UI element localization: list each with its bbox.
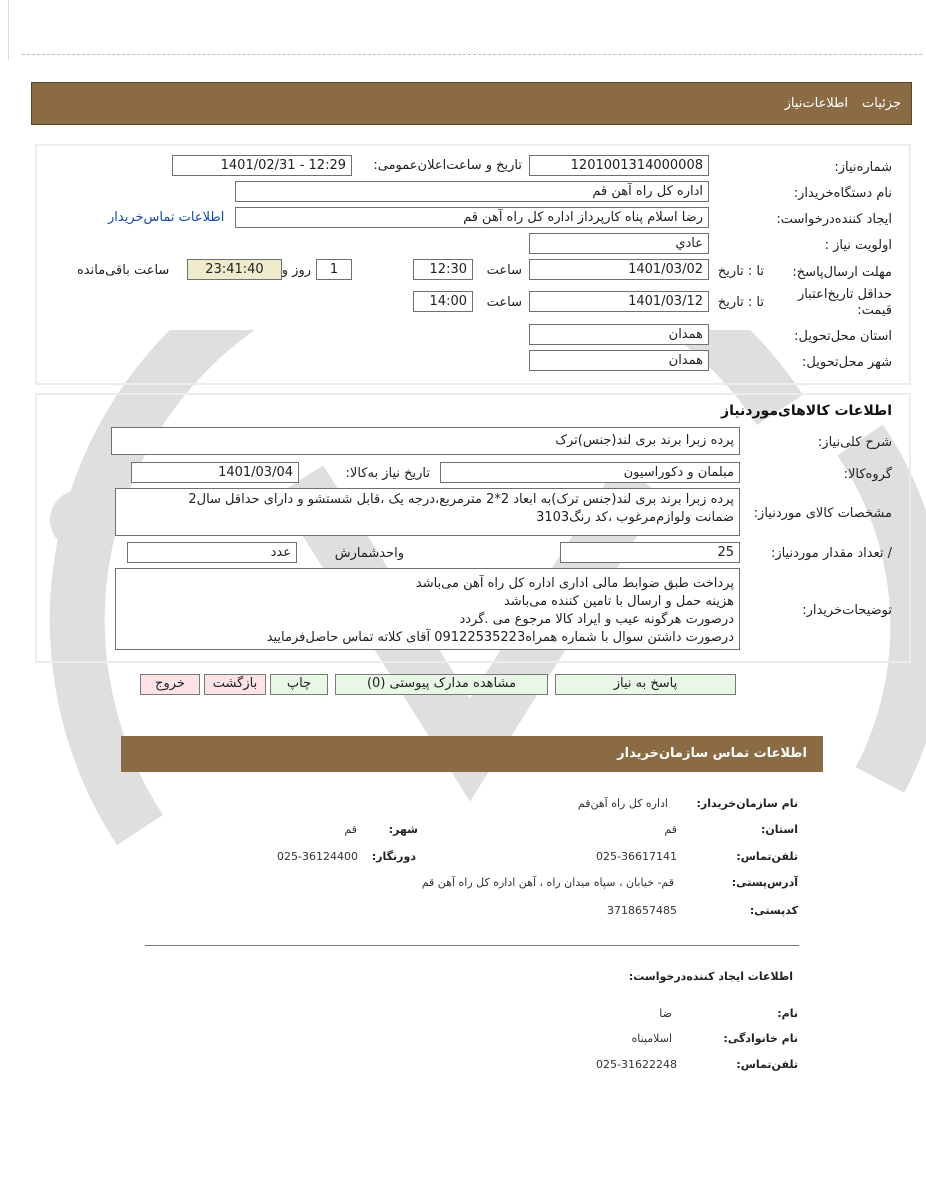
buyer-contact-link[interactable]: اطلاعات تماس‌خریدار <box>108 210 225 225</box>
creator-phone-label: تلفن‌تماس: <box>736 1058 798 1071</box>
remaining-label: ساعت باقی‌مانده <box>77 263 170 278</box>
spec-line-2: ضمانت ولوازم‌مرغوب ،کد رنگ3103 <box>536 510 734 525</box>
goods-section-title: اطلاعات کالاهای‌موردنیاز <box>721 403 892 419</box>
notes-line-1: پرداخت طبق ضوابط مالی اداری اداره کل راه آهن می‌باشد <box>415 576 734 591</box>
province-label: استان محل‌تحویل: <box>794 329 892 344</box>
attachments-button[interactable]: مشاهده مدارک پیوستی (0) <box>335 674 548 695</box>
deadline-to-date-label: تا : تاریخ <box>717 264 764 279</box>
creator-label: ایجاد کننده‌درخواست: <box>776 212 892 227</box>
notes-line-3: درصورت هرگونه عیب و ایراد کالا مرجوع می .گردد <box>459 612 734 627</box>
notes-line-2: هزینه حمل و ارسال با تامین کننده می‌باشد <box>503 594 734 609</box>
print-button[interactable]: چاپ <box>270 674 328 695</box>
validity-time-field: 14:00 <box>413 291 473 312</box>
address-label: آدرس‌پستی: <box>731 876 798 889</box>
creator-name-label: نام: <box>777 1007 798 1020</box>
need-date-label: تاریخ نیاز به‌کالا: <box>345 466 430 481</box>
tab-need-info[interactable]: اطلاعات‌نیاز <box>784 96 849 111</box>
creator-family-label: نام خانوادگی: <box>723 1032 798 1045</box>
unit-field: عدد <box>127 542 297 563</box>
notes-field <box>115 568 740 650</box>
priority-field: عادي <box>529 233 709 254</box>
tab-details[interactable]: جزئیات <box>862 96 901 111</box>
deadline-time-label: ساعت <box>486 263 522 278</box>
desc-field: پرده زبرا برند بری لند(جنس)ترک <box>111 427 740 455</box>
validity-to-date-label: تا : تاریخ <box>717 295 764 310</box>
creator-name-value: ضا <box>659 1007 672 1020</box>
priority-label: اولویت نیاز : <box>824 238 892 253</box>
announce-field: 1401/02/31 - 12:29 <box>172 155 352 176</box>
address-value: قم- خیابان ، سپاه میدان راه ، آهن اداره کل راه آهن قم <box>421 876 674 889</box>
deadline-label: مهلت ارسال‌پاسخ: <box>792 265 892 280</box>
left-vertical-line <box>8 0 9 60</box>
unit-label: واحد‌شمارش <box>334 546 404 561</box>
days-field: 1 <box>316 259 352 280</box>
creator-info-title: اطلاعات ایجاد کننده‌درخواست: <box>628 970 793 983</box>
buyer-field: اداره کل راه آهن قم <box>235 181 709 202</box>
creator-phone-value: 025-31622248 <box>596 1058 677 1071</box>
fax-label: دورنگار: <box>371 850 416 863</box>
top-divider <box>22 54 922 55</box>
spec-field <box>115 488 740 536</box>
city-label: شهر محل‌تحویل: <box>802 355 892 370</box>
notes-label: توضیحات‌خریدار: <box>802 603 892 618</box>
validity-date-field: 1401/03/12 <box>529 291 709 312</box>
respond-button[interactable]: پاسخ به نیاز <box>555 674 736 695</box>
validity-time-label: ساعت <box>486 295 522 310</box>
creator-field: رضا اسلام پناه کارپرداز اداره کل راه آهن قم <box>235 207 709 228</box>
need-number-label: شماره‌نیاز: <box>834 160 892 175</box>
province-field: همدان <box>529 324 709 345</box>
postal-label: کد‌پستی: <box>749 904 798 917</box>
province-contact-label: استان: <box>761 823 798 836</box>
creator-family-value: اسلامپناه <box>631 1032 672 1045</box>
spec-line-1: پرده زبرا برند بری لند(جنس ترک)به ابعاد 2*2 مترمربع،درجه یک ،قابل شستشو و دارای حداقل سال2 <box>188 492 734 507</box>
need-date-field: 1401/03/04 <box>131 462 299 483</box>
contact-section-title: اطلاعات تماس سازمان‌خریدار <box>121 736 823 772</box>
days-label: روز و <box>281 263 311 278</box>
city-field: همدان <box>529 350 709 371</box>
group-label: گروه‌کالا: <box>843 467 892 482</box>
deadline-time-field: 12:30 <box>413 259 473 280</box>
city-contact-value: قم <box>344 823 357 836</box>
deadline-date-field: 1401/03/02 <box>529 259 709 280</box>
need-number-field: 1201001314000008 <box>529 155 709 176</box>
postal-value: 3718657485 <box>607 904 677 917</box>
org-label: نام سازمان‌خریدار: <box>696 797 798 810</box>
back-button[interactable]: بازگشت <box>204 674 266 695</box>
exit-button[interactable]: خروج <box>140 674 200 695</box>
contact-divider <box>145 945 799 946</box>
phone-label: تلفن‌تماس: <box>736 850 798 863</box>
org-value: اداره کل راه آهن‌قم <box>577 797 668 810</box>
province-contact-value: قم <box>664 823 677 836</box>
qty-label: / تعداد مقدار مورد‌نیاز: <box>770 546 892 561</box>
city-contact-label: شهر: <box>388 823 418 836</box>
remaining-time-field: 23:41:40 <box>187 259 282 280</box>
qty-field: 25 <box>560 542 740 563</box>
validity-label: حداقل تاریخ‌اعتبار قیمت: <box>798 287 892 318</box>
header-bar <box>31 82 912 125</box>
spec-label: مشخصات کالای مورد‌نیاز: <box>753 506 892 521</box>
phone-value: 025-36617141 <box>596 850 677 863</box>
desc-label: شرح کلی‌نیاز: <box>817 435 892 450</box>
notes-line-4: درصورت داشتن سوال با شماره همراه09122535223 آقای کلاته تماس حاصل‌فرمایید <box>266 630 734 645</box>
fax-value: 025-36124400 <box>277 850 358 863</box>
announce-label: تاریخ و ساعت‌اعلان‌عمومی: <box>373 158 522 173</box>
buyer-label: نام دستگاه‌خریدار: <box>793 186 892 201</box>
group-field: مبلمان و دکوراسیون <box>440 462 740 483</box>
